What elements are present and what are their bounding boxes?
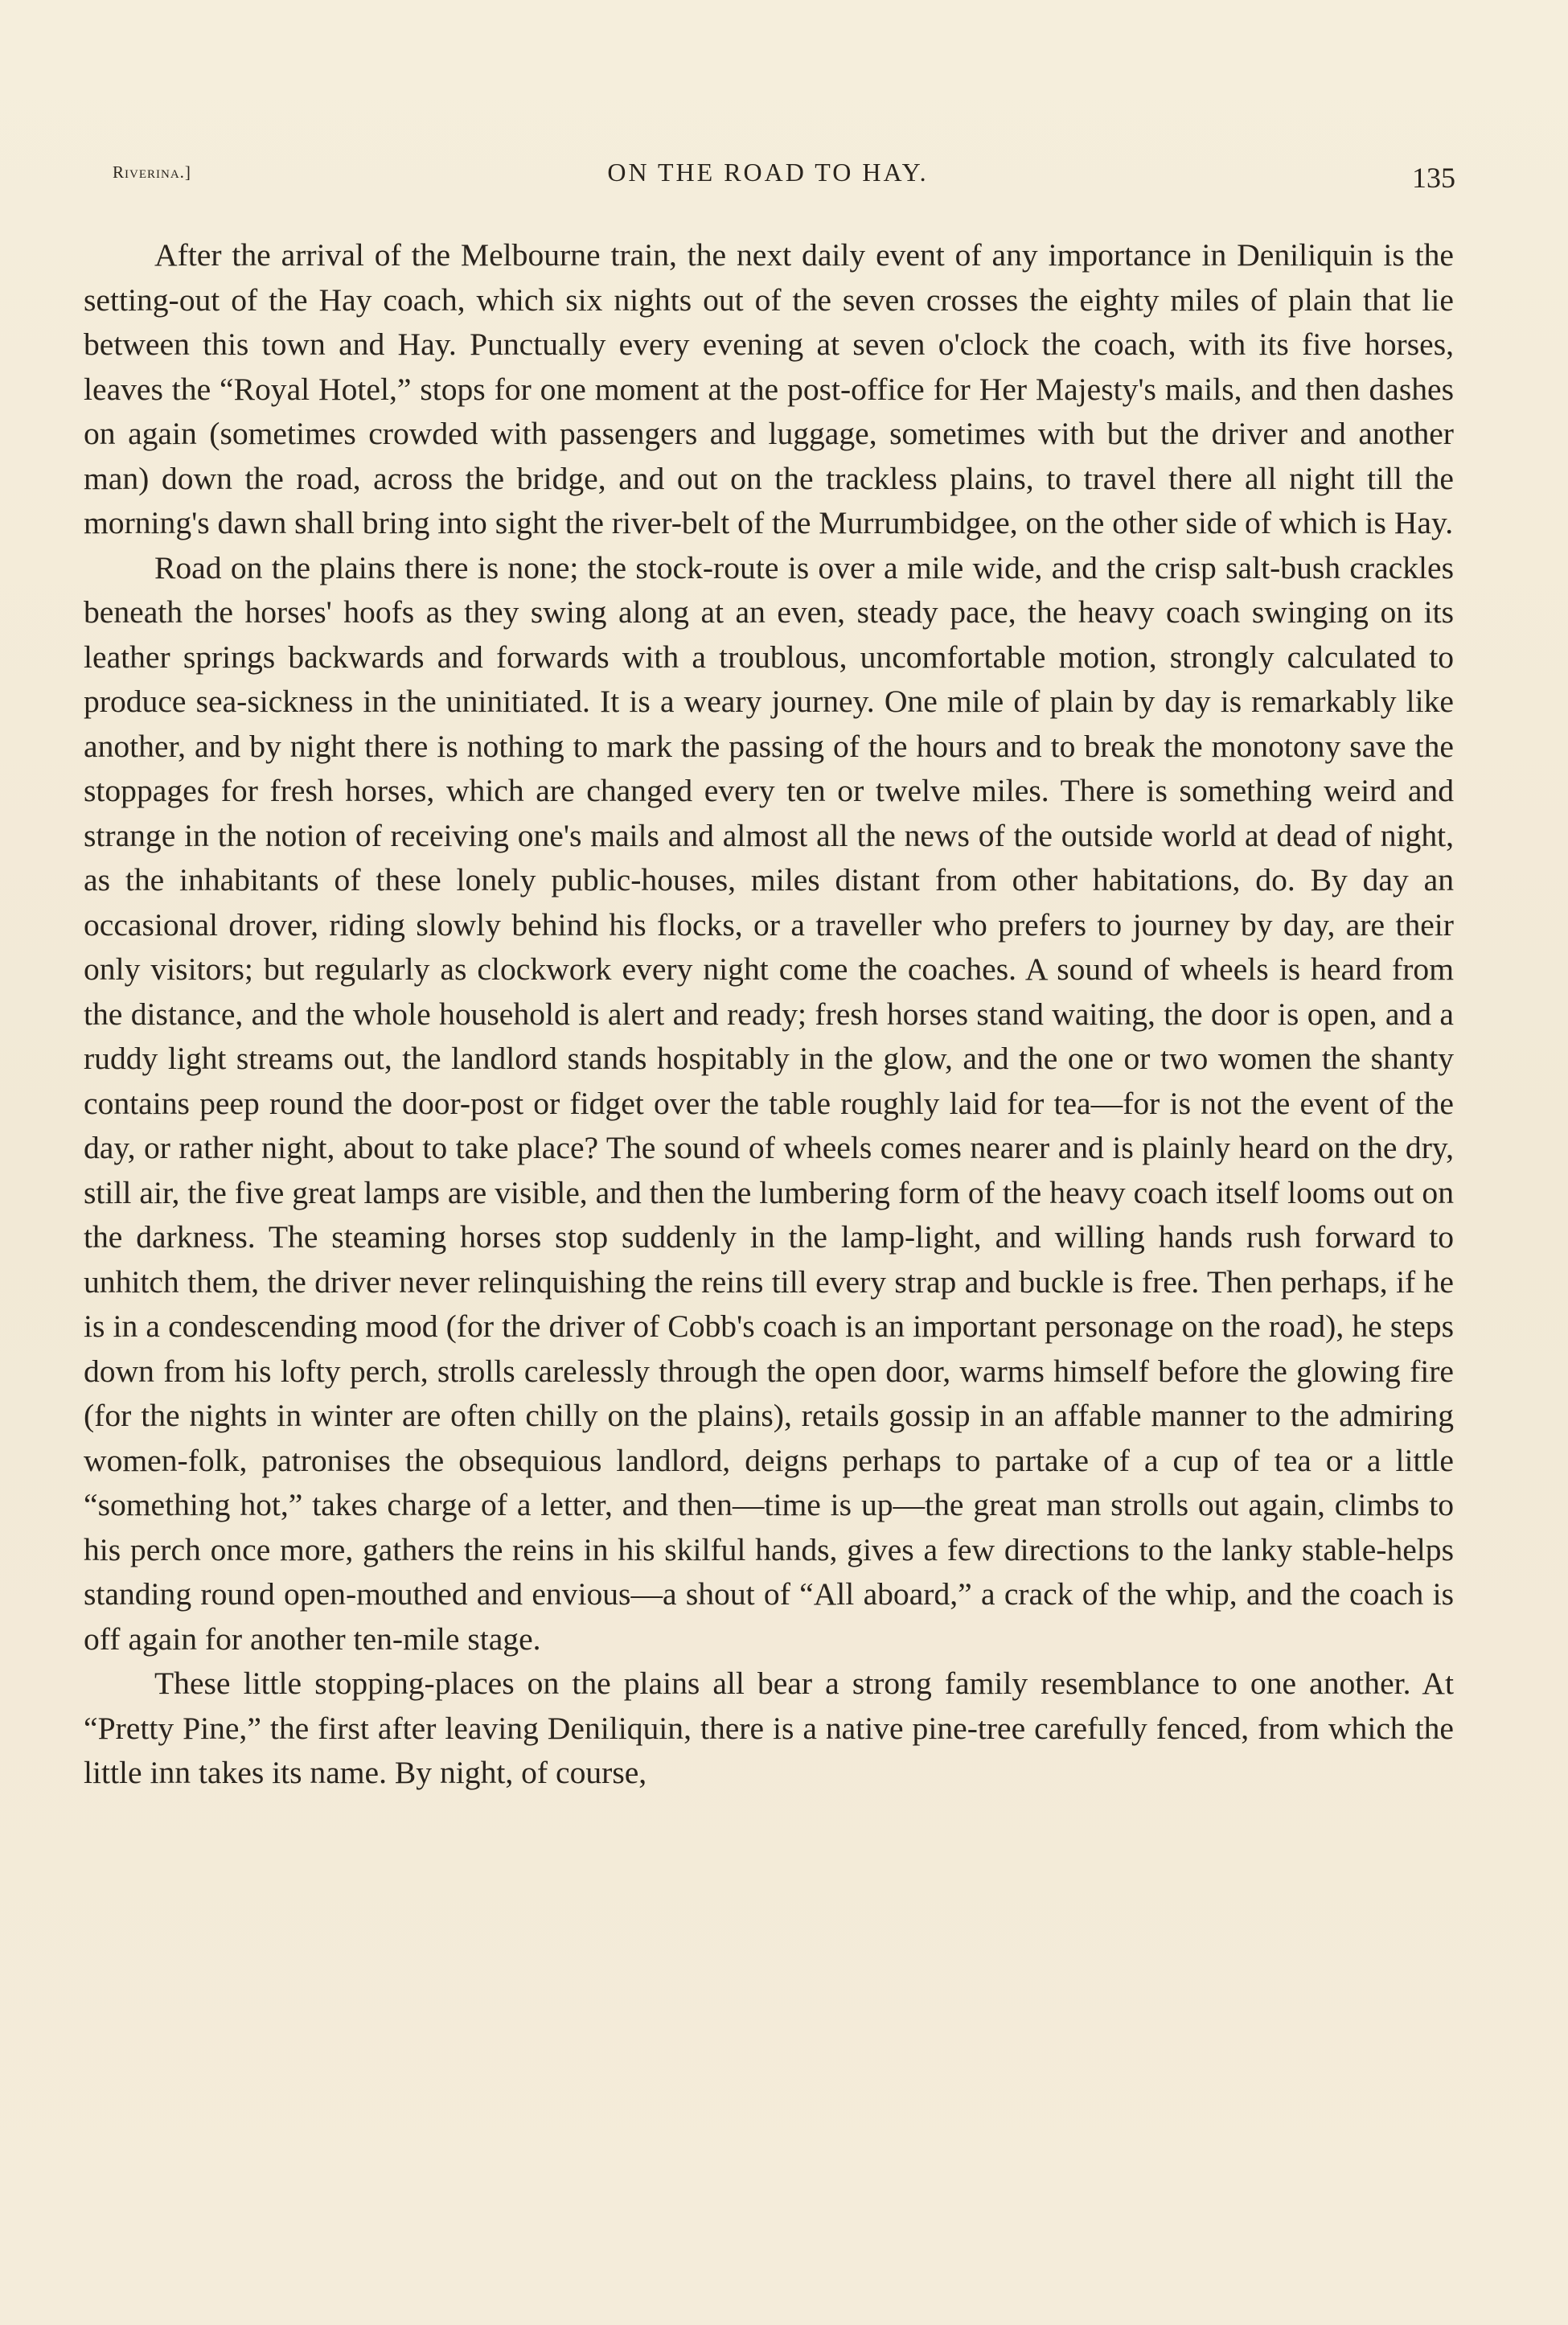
- paragraph-2: Road on the plains there is none; the stock-route is over a mile wide, and the crisp salt-bush crackles beneath the horses' hoofs as they swing along at an even, steady pace, the heavy coach swinging on its leather springs backwards and forwards with a troublous, uncomfortable motion, strongly calculated to produce sea-sickness in the uninitiated. It is a weary journey. One mile of plain by day is remarkably like another, and by night there is nothing to mark the passing of the hours and to break the monotony save the stoppages for fresh horses, which are changed every ten or twelve miles. There is something weird and strange in the notion of receiving one's mails and almost all the news of the outside world at dead of night, as the inhabitants of these lonely public-houses, miles distant from other habitations, do. By day an occasional drover, riding slowly behind his flocks, or a traveller who prefers to journey by day, are their only visitors; but regularly as clockwork every night come the coaches. A sound of wheels is heard from the distance, and the whole household is alert and ready; fresh horses stand waiting, the door is open, and a ruddy light streams out, the landlord stands hospitably in the glow, and the one or two women the shanty contains peep round the door-post or fidget over the table roughly laid for tea—for is not the event of the day, or rather night, about to take place? The sound of wheels comes nearer and is plainly heard on the dry, still air, the five great lamps are visible, and then the lumbering form of the heavy coach itself looms out on the darkness. The steaming horses stop suddenly in the lamp-light, and willing hands rush forward to unhitch them, the driver never relinquishing the reins till every strap and buckle is free. Then perhaps, if he is in a condescending mood (for the driver of Cobb's coach is an important personage on the road), he steps down from his lofty perch, strolls carelessly through the open door, warms himself before the glowing fire (for the nights in winter are often chilly on the plains), retails gossip in an affable manner to the admiring women-folk, patronises the obsequious landlord, deigns perhaps to partake of a cup of tea or a little “something hot,” takes charge of a letter, and then—time is up—the great man strolls out again, climbs to his perch once more, gathers the reins in his skilful hands, gives a few directions to the lanky stable-helps standing round open-mouthed and envious—a shout of “All aboard,” a crack of the whip, and the coach is off again for another ten-mile stage.: [84, 549, 1454, 1657]
- page-number: 135: [1412, 162, 1455, 194]
- running-head-section: Riverina.]: [113, 162, 191, 182]
- paragraph-3: These little stopping-places on the plains all bear a strong family resemblance to one another. At “Pretty Pine,” the first after leaving Deniliquin, there is a native pine-tree carefully fenced, from which the little inn takes its name. By night, of course,: [84, 1666, 1454, 1790]
- paragraph-1: After the arrival of the Melbourne train, the next daily event of any importance in Deniliquin is the setting-out of the Hay coach, which six nights out of the seven crosses the eighty miles of plain that lie between this town and Hay. Punctually every evening at seven o'clock the coach, with its five horses, leaves the “Royal Hotel,” stops for one moment at the post-office for Her Majesty's mails, and then dashes on again (sometimes crowded with passengers and luggage, sometimes with but the driver and another man) down the road, across the bridge, and out on the trackless plains, to travel there all night till the morning's dawn shall bring into sight the river-belt of the Murrumbidgee, on the other side of which is Hay.: [84, 237, 1454, 540]
- running-head-title: ON THE ROAD TO HAY.: [607, 158, 929, 187]
- body-text: [84, 233, 1454, 1796]
- running-head: [80, 158, 1455, 206]
